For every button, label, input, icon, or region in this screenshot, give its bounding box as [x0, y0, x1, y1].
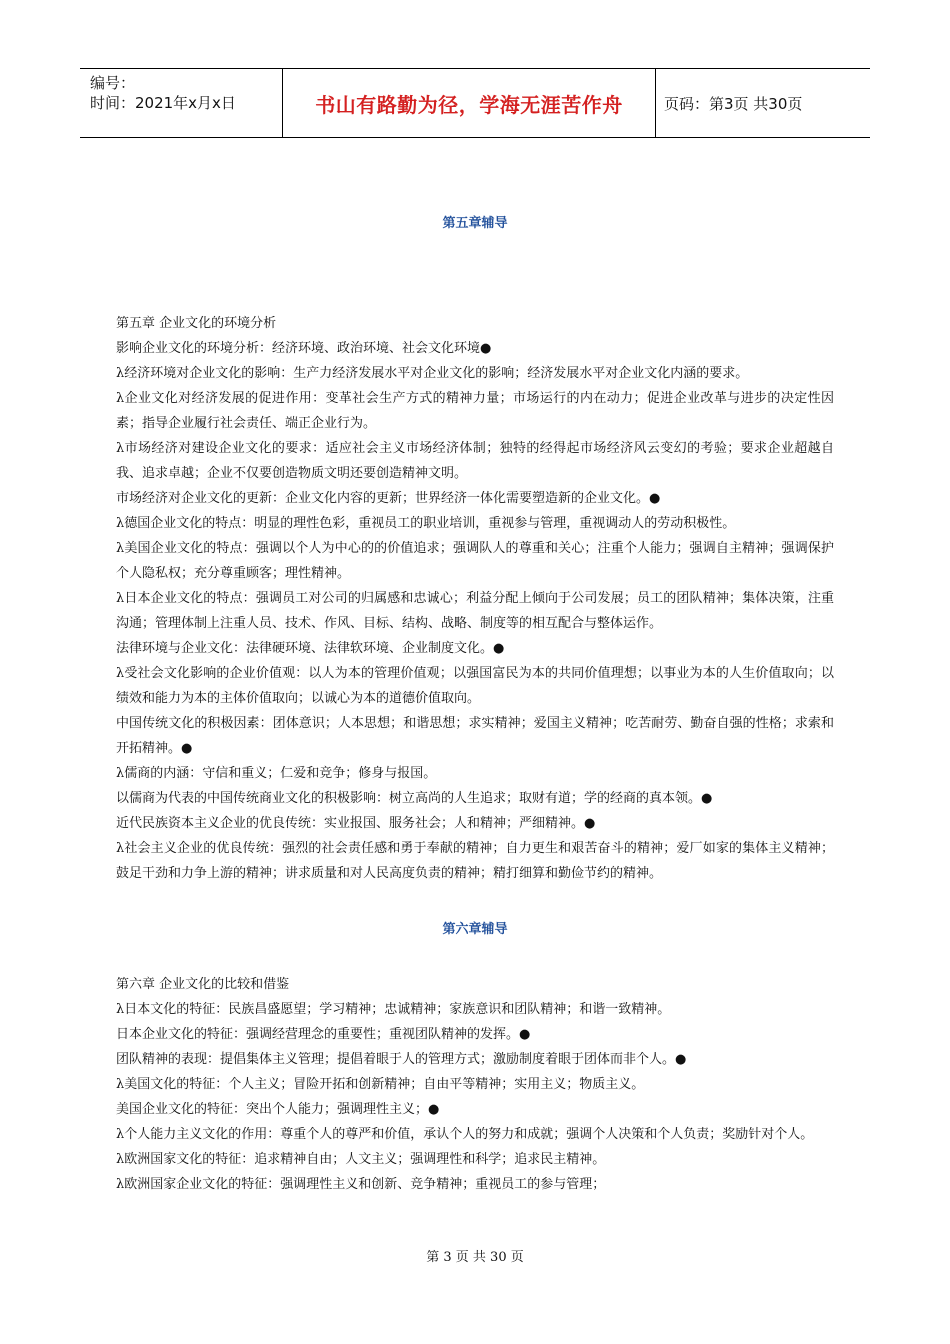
chapter6-body — [116, 972, 834, 1197]
chapter6-paragraph: 美国企业文化的特征：突出个人能力；强调理性主义；● — [116, 1102, 440, 1117]
page-footer: 第 3 页 共 30 页 — [426, 1250, 524, 1265]
chapter5-body — [116, 311, 834, 886]
chapter6-heading: 第六章辅导 — [442, 922, 508, 937]
chapter5-paragraph: λ日本企业文化的特点：强调员工对公司的归属感和忠诚心；利益分配上倾向于公司发展；员工的团队精神；集体决策，注重沟通；管理体制上注重人员、技术、作风、目标、结构、战略、制度等的相互配合与整体运作。 — [116, 591, 834, 631]
chapter5-paragraph: 影响企业文化的环境分析：经济环境、政治环境、社会文化环境● — [116, 341, 492, 356]
chapter6-paragraph: λ日本文化的特征：民族昌盛愿望；学习精神；忠诚精神；家族意识和团队精神；和谐一致精神。 — [116, 1002, 671, 1017]
chapter5-paragraph: 第五章 企业文化的环境分析 — [116, 316, 277, 331]
chapter5-paragraph: λ德国企业文化的特点：明显的理性色彩，重视员工的职业培训，重视参与管理，重视调动人的劳动积极性。 — [116, 516, 736, 531]
chapter5-paragraph: λ美国企业文化的特点：强调以个人为中心的的价值追求；强调队人的尊重和关心；注重个人能力；强调自主精神；强调保护个人隐私权；充分尊重顾客；理性精神。 — [116, 541, 834, 581]
chapter5-paragraph: λ社会主义企业的优良传统：强烈的社会责任感和勇于奉献的精神；自力更生和艰苦奋斗的精神；爱厂如家的集体主义精神；鼓足干劲和力争上游的精神；讲求质量和对人民高度负责的精神；精打细算和勤俭节约的精神。 — [116, 841, 834, 881]
chapter5-paragraph: λ儒商的内涵：守信和重义；仁爱和竞争；修身与报国。 — [116, 766, 437, 781]
header-page-info: 页码：第3页 共30页 — [664, 94, 803, 113]
chapter5-paragraph: 近代民族资本主义企业的优良传统：实业报国、服务社会；人和精神；严细精神。● — [116, 816, 596, 831]
chapter6-paragraph: 日本企业文化的特征：强调经营理念的重要性；重视团队精神的发挥。● — [116, 1027, 531, 1042]
chapter5-paragraph: λ受社会文化影响的企业价值观：以人为本的管理价值观；以强国富民为本的共同价值理想；以事业为本的人生价值取向；以绩效和能力为本的主体价值取向；以诚心为本的道德价值取向。 — [116, 666, 834, 706]
header-table — [80, 68, 870, 138]
chapter6-paragraph: λ欧洲国家文化的特征：追求精神自由；人文主义；强调理性和科学；追求民主精神。 — [116, 1152, 606, 1167]
chapter5-heading: 第五章辅导 — [442, 216, 508, 231]
header-motto: 书山有路勤为径，学海无涯苦作舟 — [282, 69, 656, 137]
chapter6-paragraph: 团队精神的表现：提倡集体主义管理；提倡着眼于人的管理方式；激励制度着眼于团体而非个人。● — [116, 1052, 687, 1067]
chapter6-paragraph: λ欧洲国家企业文化的特征：强调理性主义和创新、竞争精神；重视员工的参与管理； — [116, 1177, 606, 1192]
chapter5-paragraph: 中国传统文化的积极因素：团体意识；人本思想；和谐思想；求实精神；爱国主义精神；吃苦耐劳、勤奋自强的性格；求索和开拓精神。● — [116, 716, 834, 756]
header-left-cell — [80, 69, 282, 137]
chapter6-paragraph: λ美国文化的特征：个人主义；冒险开拓和创新精神；自由平等精神；实用主义；物质主义。 — [116, 1077, 645, 1092]
chapter5-paragraph: λ市场经济对建设企业文化的要求：适应社会主义市场经济体制；独特的经得起市场经济风云变幻的考验；要求企业超越自我、追求卓越；企业不仅要创造物质文明还要创造精神文明。 — [116, 441, 834, 481]
chapter6-paragraph: λ个人能力主义文化的作用：尊重个人的尊严和价值，承认个人的努力和成就；强调个人决策和个人负责；奖励针对个人。 — [116, 1127, 814, 1142]
chapter6-paragraph: 第六章 企业文化的比较和借鉴 — [116, 977, 290, 992]
chapter5-paragraph: λ经济环境对企业文化的影响：生产力经济发展水平对企业文化的影响；经济发展水平对企业文化内涵的要求。 — [116, 366, 749, 381]
document-time-label: 时间：2021年x月x日 — [90, 94, 236, 112]
document-number-label: 编号： — [90, 74, 136, 92]
chapter5-paragraph: 以儒商为代表的中国传统商业文化的积极影响：树立高尚的人生追求；取财有道；学的经商的真本领。● — [116, 791, 713, 806]
chapter5-paragraph: 法律环境与企业文化：法律硬环境、法律软环境、企业制度文化。● — [116, 641, 505, 656]
chapter5-paragraph: 市场经济对企业文化的更新：企业文化内容的更新；世界经济一体化需要塑造新的企业文化。● — [116, 491, 661, 506]
chapter5-paragraph: λ企业文化对经济发展的促进作用：变革社会生产方式的精神力量；市场运行的内在动力；促进企业改革与进步的决定性因素；指导企业履行社会责任、端正企业行为。 — [116, 391, 834, 431]
